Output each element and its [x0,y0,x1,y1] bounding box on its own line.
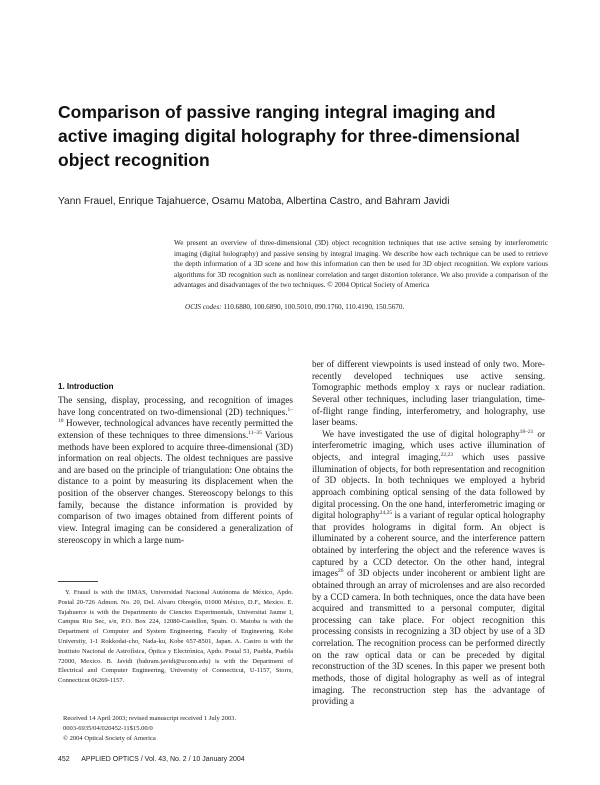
right-column-body [312,359,545,708]
text-run: We have investigated the use of digital holography [322,428,520,439]
body-paragraph [312,429,545,708]
journal-citation: APPLIED OPTICS / Vol. 43, No. 2 / 10 January 2004 [81,756,245,763]
text-run: The sensing, display, processing, and recognition of images have long concentrated on two-dimensional (2D) techniques. [58,395,293,417]
text-run: or interferometric imaging, which uses active illumination of objects, and integral imaging, [312,428,545,462]
section-heading: 1. Introduction [58,382,114,391]
citation-ref: 1–10 [58,406,293,425]
text-run: However, technological advances have recently permitted the extension of these techniques to three dimensions. [58,418,293,440]
paper-title: Comparison of passive ranging integral imaging and active imaging digital holography for three-dimensional object recognition [58,102,520,170]
citation-ref: 24,25 [379,510,393,517]
ocis-label: OCIS codes: [185,303,222,311]
citation-ref: 22,23 [440,452,454,458]
copyright-line: © 2004 Optical Society of America [63,734,156,742]
ocis-code-list: 110.6880, 100.6890, 100.5010, 090.1760, 110.4190, 150.5670. [223,303,405,311]
left-column-body [58,395,293,546]
citation-ref: 18–21 [519,428,534,435]
page-number: 452 [58,756,70,763]
received-info [63,714,298,743]
running-footer [58,756,245,763]
body-paragraph: ber of different viewpoints is used instead of only two. More-recently developed techniques use active sensing. Tomographic methods employ x rays or nuclear radiation. Several other techniques, including laser triangulation, time-of-flight range finding, interferometry, and holography, use laser beams. [312,359,545,428]
citation-ref: 11–35 [248,429,262,436]
text-run: Various methods have been explored to acquire three-dimensional (3D) information on real objects. The oldest techniques are passive and are based on the principle of triangulation: One obtains the distance to a point by measuring its displacement when the position of the observer changes. Stereoscopy belongs to this family, because the distance information is provided by comparison of two images obtained from different points of view. Integral imaging can be considered a generalization of stereoscopy in which a large num- [58,429,293,545]
ocis-codes [185,302,545,312]
intro-paragraph [58,395,293,546]
footnote-divider [58,581,98,582]
received-dates: Received 14 April 2003; revised manuscript received 1 July 2003. [63,715,237,722]
author-list: Yann Frauel, Enrique Tajahuerce, Osamu Matoba, Albertina Castro, and Bahram Javidi [58,196,450,207]
text-run: of 3D objects under incoherent or ambient light are obtained through an array of microlenses and are also recorded by a CCD camera. In both techniques, once the data have been acquired and transmitted to a personal computer, digital processing can take place. For object recognition this processing consists in recognizing a 3D object by use of a 3D correlation. The recognition process can be performed directly on the raw optical data or can be preceded by digital reconstruction of the 3D scenes. In this paper we present both methods, those of digital holography as well as of integral imaging. The reconstruction step has the advantage of providing a [312,568,545,707]
citation-ref: 26 [338,568,344,575]
issn-code: 0003-6935/04/020452-11$15.00/0 [63,724,153,732]
text-run: is a variant of regular optical holography that provides holograms in digital form. An object is illuminated by a coherent source, and the interference pattern obtained by interfering the object and the reference waves is captured by a CCD detector. On the other hand, integral images [312,510,546,579]
abstract: We present an overview of three-dimensional (3D) object recognition techniques that use active sensing by interferometric imaging (digital holography) and passive sensing by integral imaging. We describe how each technique can be used to retrieve the depth information of a 3D scene and how this information can then be used for 3D object recognition. We explore various algorithms for 3D recognition such as nonlinear correlation and target distortion tolerance. We also provide a comparison of the advantages and disadvantages of the two techniques. © 2004 Optical Society of America [174,239,548,290]
affiliation-footnote: Y. Frauel is with the IIMAS, Universidad Nacional Autónoma de México, Apdo. Postal 20-726 Admon. No. 20, Del. Alvaro Obregón, 01000 México, D.F., Mexico. E. Tajahuerce is with the Departmento de Ciencies Experimentals, Universitat Jaume I, Campus Riu Sec, s/n, P.O. Box 224, 12080-Castellon, Spain. O. Matoba is with the Department of Computer and System Engineering, Faculty of Engineering, Kobe University, 1-1 Rokkodai-cho, Nada-ku, Kobe 657-8501, Japan. A. Castro is with the Instituto Nacional de Astrofísica, Óptica y Electrónica, Apdo. Postal 51, Puebla, Puebla 72000, Mexico. B. Javidi (bahram.javidi@uconn.edu) is with the Department of Electrical and Computer Engineering, University of Connecticut, U-1157, Storrs, Connecticut 06269-1157. [58,589,293,685]
text-run: which uses passive illumination of objects, for both representation and recognition of 3D objects. In both techniques we employed a hybrid approach combining optical sensing of the data followed by digital processing. On the one hand, interferometric imaging or digital holography [312,452,545,521]
